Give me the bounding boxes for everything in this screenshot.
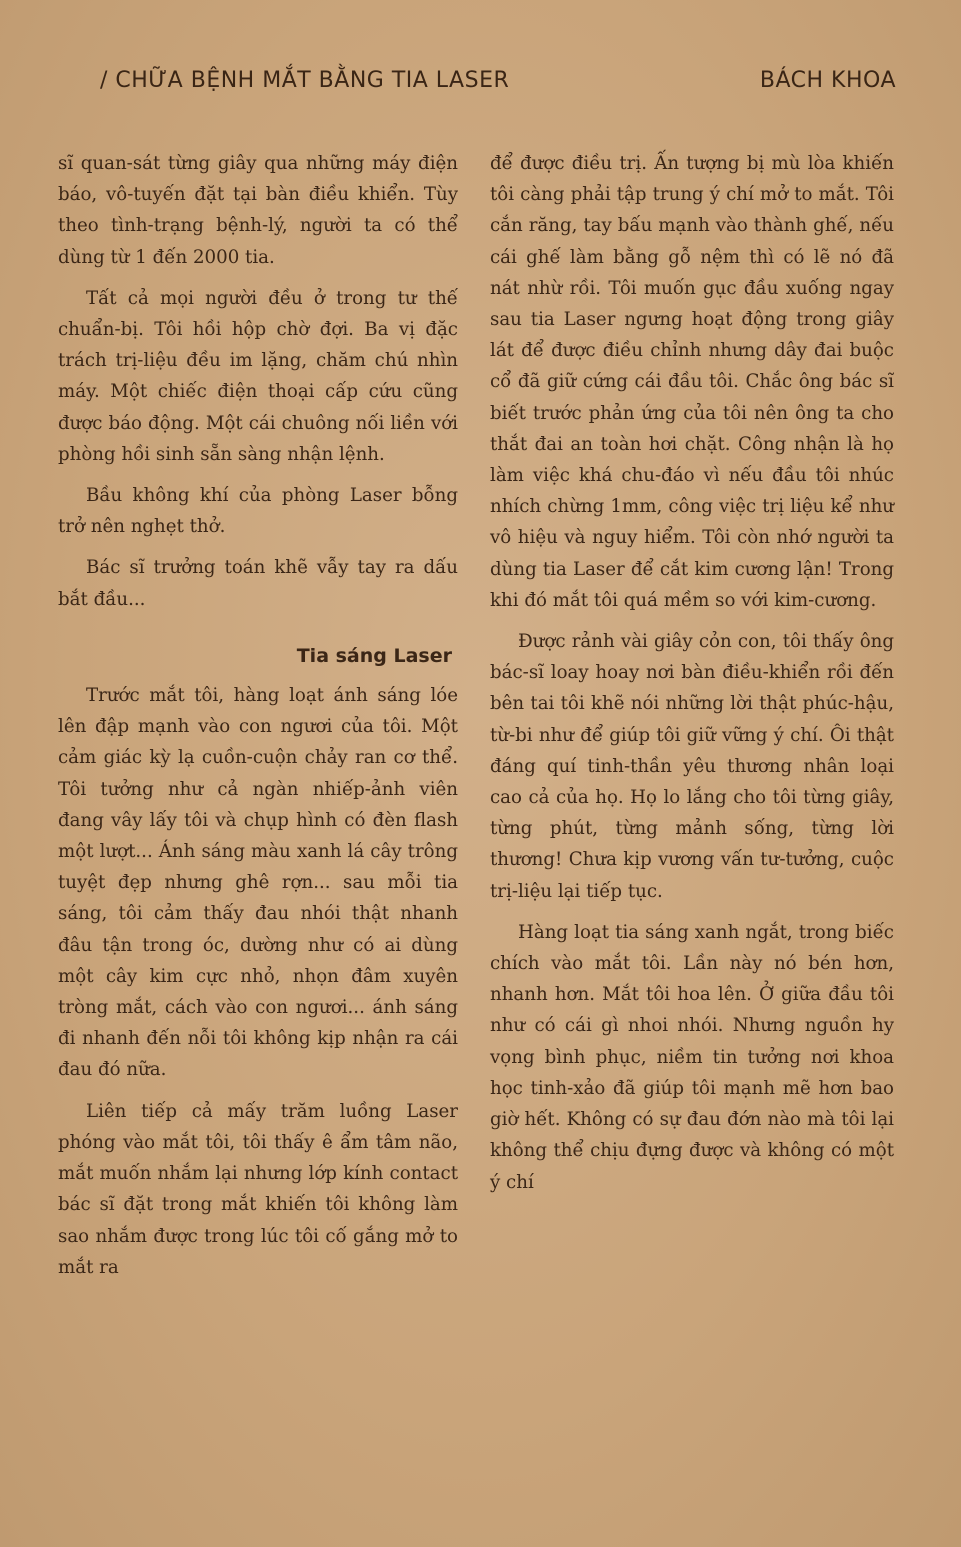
article-title: / CHỮA BỆNH MẮT BẰNG TIA LASER (100, 68, 510, 93)
right-column (490, 148, 894, 1208)
paragraph: để được điều trị. Ấn tượng bị mù lòa khiến tôi càng phải tập trung ý chí mở to mắt. Tôi cắn răng, tay bấu mạnh vào thành ghế, nếu cái ghế làm bằng gỗ nệm thì có lẽ nó đã nát nhừ rồi. Tôi muốn gục đầu xuống ngay sau tia Laser ngưng hoạt động trong giây lát để được điều chỉnh nhưng dây đai buộc cổ đã giữ cứng cái đầu tôi. Chắc ông bác sĩ biết trước phản ứng của tôi nên ông ta cho thắt đai an toàn hơi chặt. Công nhận là họ làm việc khá chu-đáo vì nếu đầu tôi nhúc nhích chừng 1mm, công việc trị liệu kể như vô hiệu và nguy hiểm. Tôi còn nhớ người ta dùng tia Laser để cắt kim cương lận! Trong khi đó mắt tôi quá mềm so với kim-cương. (490, 153, 894, 611)
running-header (100, 68, 896, 108)
paragraph: Liên tiếp cả mấy trăm luồng Laser phóng vào mắt tôi, tôi thấy ê ẩm tâm não, mắt muốn nhắm lại nhưng lớp kính contact bác sĩ đặt trong mắt khiến tôi không làm sao nhắm được trong lúc tôi cố gắng mở to mắt ra (58, 1100, 458, 1278)
paragraph: Hàng loạt tia sáng xanh ngắt, trong biếc chích vào mắt tôi. Lần này nó bén hơn, nhanh hơn. Mắt tôi hoa lên. Ở giữa đầu tôi như có cái gì nhoi nhói. Nhưng nguồn hy vọng bình phục, niềm tin tưởng nơi khoa học tinh-xảo đã giúp tôi mạnh mẽ hơn bao giờ hết. Không có sự đau đớn nào mà tôi lại không thể chịu đựng được và không có một ý chí (490, 921, 894, 1193)
paragraph: Được rảnh vài giây cỏn con, tôi thấy ông bác-sĩ loay hoay nơi bàn điều-khiển rồi đến bên tai tôi khẽ nói những lời thật phúc-hậu, từ-bi như để giúp tôi giữ vững ý chí. Ôi thật đáng quí tinh-thần yêu thương nhân loại cao cả của họ. Họ lo lắng cho tôi từng giây, từng phút, từng mảnh sống, từng lời thương! Chưa kịp vương vấn tư-tưởng, cuộc trị-liệu lại tiếp tục. (490, 631, 894, 902)
paragraph: sĩ quan-sát từng giây qua những máy điện báo, vô-tuyến đặt tại bàn điều khiển. Tùy theo tình-trạng bệnh-lý, người ta có thể dùng từ 1 đến 2000 tia. (58, 153, 458, 268)
magazine-name: BÁCH KHOA (759, 68, 896, 93)
section-heading: Tia sáng Laser (296, 644, 452, 667)
left-column (58, 148, 458, 1293)
paragraph: Bầu không khí của phòng Laser bỗng trở nên nghẹt thở. (58, 485, 458, 538)
paragraph: Bác sĩ trưởng toán khẽ vẫy tay ra dấu bắt đầu... (58, 557, 458, 610)
paragraph: Tất cả mọi người đều ở trong tư thế chuẩn-bị. Tôi hồi hộp chờ đợi. Ba vị đặc trách trị-liệu đều im lặng, chăm chú nhìn máy. Một chiếc điện thoại cấp cứu cũng được báo động. Một cái chuông nối liền với phòng hồi sinh sẵn sàng nhận lệnh. (58, 287, 458, 465)
paragraph: Trước mắt tôi, hàng loạt ánh sáng lóe lên đập mạnh vào con ngươi của tôi. Một cảm giác kỳ lạ cuồn-cuộn chảy ran cơ thể. Tôi tưởng như cả ngàn nhiếp-ảnh viên đang vây lấy tôi và chụp hình có đèn flash một lượt... Ánh sáng màu xanh lá cây trông tuyệt đẹp nhưng ghê rợn... sau mỗi tia sáng, tôi cảm thấy đau nhói thật nhanh đâu tận trong óc, dường như có ai dùng một cây kim cực nhỏ, nhọn đâm xuyên tròng mắt, cách vào con ngươi... ánh sáng đi nhanh đến nỗi tôi không kịp nhận ra cái đau đó nữa. (58, 685, 458, 1081)
